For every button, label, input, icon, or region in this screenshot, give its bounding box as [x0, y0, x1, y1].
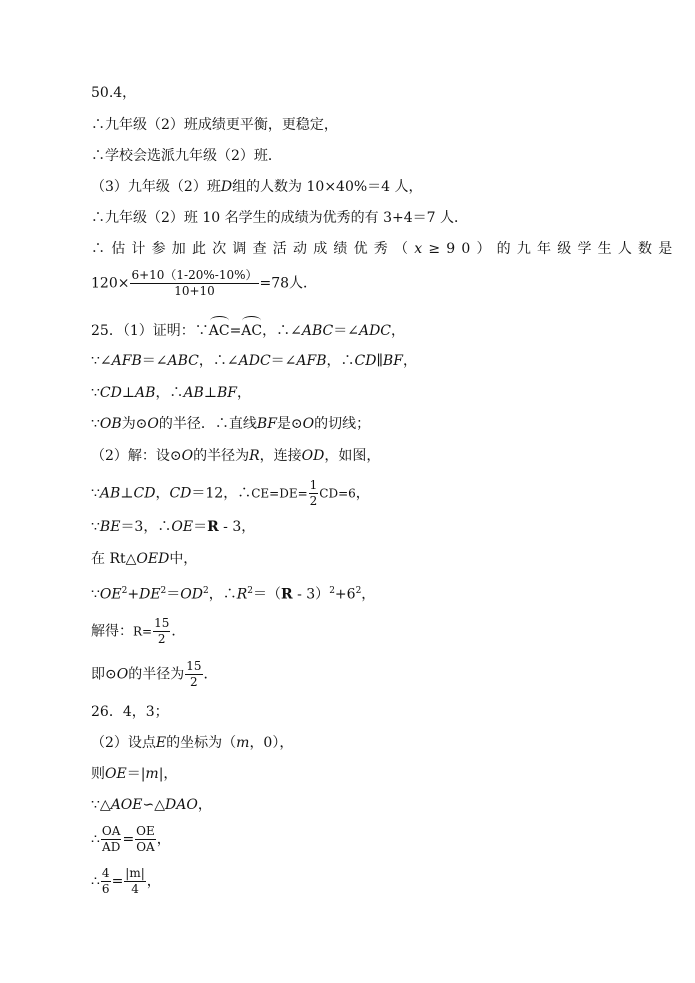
- fraction: [185, 659, 202, 690]
- text: （2）设点: [91, 735, 156, 751]
- text: ＝∠: [270, 353, 297, 369]
- text: ，∴: [208, 586, 237, 603]
- text-italic: AB: [135, 385, 156, 401]
- text-italic: R: [249, 448, 260, 464]
- line-23: [91, 824, 171, 855]
- text: ⊥: [121, 385, 136, 401]
- text: 在 Rt△: [91, 551, 137, 567]
- text: ∴: [91, 873, 100, 890]
- text: ∴九年级（2）班 10 名学生的成绩为优秀的有 3+4＝7 人．: [91, 210, 468, 226]
- superscript: 2: [247, 586, 253, 596]
- line-22: [91, 796, 212, 814]
- text: ．: [171, 623, 186, 640]
- text-italic: BF: [382, 353, 403, 369]
- text-italic: BF: [217, 385, 238, 401]
- text-italic: OB: [99, 416, 122, 432]
- text: ，∴∠: [198, 353, 239, 369]
- text-italic: D: [220, 179, 233, 195]
- text-bold: R: [207, 519, 219, 535]
- text: ，: [146, 873, 161, 890]
- text: 50.4，: [91, 85, 137, 101]
- text-italic: m: [145, 766, 159, 782]
- line-11: [91, 415, 370, 433]
- superscript: 2: [329, 586, 335, 596]
- text: =: [122, 831, 135, 848]
- text-italic: ABC: [167, 353, 199, 369]
- text: - 3）: [292, 586, 330, 603]
- text: ，: [197, 797, 212, 813]
- text: ，: [156, 831, 171, 848]
- text-italic: O: [302, 416, 315, 432]
- text: ∵: [91, 586, 100, 603]
- text-bold: R: [281, 586, 293, 603]
- text: 组的人数为 10×40%＝4 人，: [232, 179, 423, 195]
- text-italic: OD: [180, 586, 203, 603]
- text: ∵: [91, 485, 100, 502]
- fraction-numerator: OE: [136, 824, 155, 838]
- line-5: [91, 209, 468, 227]
- fraction-denominator: OA: [136, 840, 155, 854]
- text: 则: [91, 766, 105, 782]
- fraction: [130, 268, 258, 299]
- text: 的切线；: [314, 416, 371, 432]
- text: 120×: [91, 275, 130, 292]
- text: ，: [391, 323, 406, 339]
- text: CE=DE=: [251, 486, 308, 501]
- text: 的半径为: [128, 666, 185, 683]
- text-italic: m: [236, 735, 250, 751]
- text-italic: DE: [139, 586, 161, 603]
- text: 的坐标为（: [166, 735, 237, 751]
- text: ⊥: [120, 485, 134, 502]
- text: R=: [133, 624, 153, 639]
- line-12: [91, 447, 380, 465]
- arc-label: AC: [241, 323, 263, 339]
- fraction-numerator: |m|: [125, 866, 145, 880]
- arc-symbol: [209, 318, 230, 340]
- text-italic: BF: [256, 416, 277, 432]
- text: ∵: [91, 416, 100, 432]
- fraction: [309, 478, 319, 509]
- line-3: [91, 147, 282, 165]
- text: ．: [203, 666, 218, 683]
- text: ∵: [91, 385, 100, 401]
- text-italic: DAO: [165, 797, 198, 813]
- text: ∵△: [91, 797, 111, 813]
- arc-label: AC: [208, 323, 230, 339]
- text: ＝（: [253, 586, 281, 603]
- line-14: [91, 518, 255, 536]
- fraction: [101, 824, 122, 855]
- text: ，0），: [249, 735, 294, 751]
- text-italic: O: [116, 666, 129, 683]
- line-20: [91, 734, 293, 752]
- text: ∴学校会选派九年级（2）班．: [91, 148, 282, 164]
- text: 的半径为: [193, 448, 250, 464]
- text: ，连接: [259, 448, 302, 464]
- text: ＝|: [126, 766, 146, 782]
- text: ＝3，∴: [120, 519, 172, 535]
- line-9: [91, 352, 417, 370]
- fraction: [124, 866, 145, 897]
- fraction-denominator: 6: [101, 882, 110, 896]
- superscript: 2: [121, 586, 128, 596]
- fraction-numerator: 4: [101, 866, 110, 880]
- text: ＝: [166, 586, 181, 603]
- text: ⊥: [203, 385, 218, 401]
- text: ∴估计参加此次调查活动成绩优秀（: [91, 241, 415, 257]
- line-8: [91, 318, 405, 340]
- text: =: [111, 873, 124, 890]
- text-italic: AFB: [296, 353, 327, 369]
- text: ＝12，∴: [191, 485, 252, 502]
- text: ，: [361, 586, 376, 603]
- fraction-denominator: 2: [190, 675, 198, 689]
- text: 中，: [169, 551, 198, 567]
- line-1: [91, 84, 136, 102]
- line-15: [91, 550, 197, 568]
- text: 解得：: [91, 623, 133, 640]
- fraction-numerator: 1: [309, 478, 318, 492]
- text: （2）解：设⊙: [91, 448, 182, 464]
- text: ∽△: [142, 797, 165, 813]
- fraction-denominator: 10+10: [174, 284, 215, 298]
- fraction-numerator: 15: [186, 659, 202, 673]
- fraction: [135, 824, 156, 855]
- text: ∥: [376, 353, 383, 369]
- text-italic: OD: [301, 448, 325, 464]
- text: ，∴∠: [262, 323, 302, 339]
- text: ∵∠: [91, 353, 112, 369]
- text-italic: O: [147, 416, 159, 432]
- text-italic: CD: [99, 385, 122, 401]
- arc-symbol: [241, 318, 262, 340]
- fraction-numerator: OA: [101, 824, 121, 838]
- text: ，: [237, 385, 252, 401]
- text: ≥90）的九年级学生人数是: [428, 241, 679, 257]
- fraction-numerator: 6+10（1-20%-10%）: [131, 268, 258, 282]
- text: +6: [334, 586, 356, 603]
- line-19: [91, 703, 169, 721]
- text: 的半径．∴直线: [158, 416, 257, 432]
- text: =: [229, 323, 242, 339]
- fraction: [153, 616, 170, 647]
- text-italic: AFB: [111, 353, 142, 369]
- line-13: [91, 478, 370, 509]
- text: ，: [402, 353, 417, 369]
- text-italic: CD: [354, 353, 377, 369]
- text-italic: BE: [99, 519, 121, 535]
- text-italic: CD: [133, 485, 156, 502]
- text: - 3，: [218, 519, 256, 535]
- text-italic: E: [155, 735, 167, 751]
- text: ，: [355, 485, 370, 502]
- text: ，: [155, 485, 170, 502]
- text-italic: ADC: [238, 353, 271, 369]
- text-italic: OE: [99, 586, 122, 603]
- fraction-denominator: 2: [157, 632, 166, 646]
- superscript: 2: [160, 586, 167, 596]
- fraction-denominator: 4: [131, 882, 139, 896]
- line-4: [91, 178, 423, 196]
- text: ＝: [193, 519, 208, 535]
- text: ，∴: [155, 385, 184, 401]
- text-italic: R: [236, 586, 248, 603]
- line-18: [91, 659, 218, 690]
- superscript: 2: [355, 586, 362, 596]
- text: +: [127, 586, 140, 603]
- text-italic: x: [414, 241, 429, 257]
- text: =78人．: [259, 275, 318, 292]
- text: ∴九年级（2）班成绩更平衡，更稳定，: [91, 117, 338, 133]
- fraction-numerator: 15: [154, 616, 170, 630]
- text: 为⊙: [121, 416, 148, 432]
- text: ∵: [91, 519, 100, 535]
- text-italic: AOE: [110, 797, 143, 813]
- text: CD=6: [319, 486, 356, 501]
- text: 是⊙: [276, 416, 303, 432]
- text-italic: ADC: [358, 323, 392, 339]
- fraction-denominator: AD: [102, 840, 121, 854]
- text: ＝∠: [141, 353, 168, 369]
- text: ∴: [91, 831, 100, 848]
- text-italic: AB: [99, 485, 121, 502]
- line-6: [91, 240, 678, 258]
- text: （3）九年级（2）班: [91, 179, 221, 195]
- text: 26．4，3；: [91, 704, 169, 720]
- line-10: [91, 384, 251, 402]
- text-italic: OE: [171, 519, 194, 535]
- text-italic: O: [181, 448, 194, 464]
- text-italic: OE: [105, 766, 127, 782]
- text: ，如图，: [324, 448, 381, 464]
- text-italic: AB: [183, 385, 204, 401]
- line-17: [91, 616, 185, 647]
- text: ＝∠: [333, 323, 359, 339]
- text-italic: CD: [169, 485, 192, 502]
- text: 即⊙: [91, 666, 117, 683]
- line-24: [91, 866, 161, 897]
- text: ，∴: [326, 353, 355, 369]
- line-2: [91, 116, 338, 134]
- text: 25．（1）证明：∵: [91, 323, 209, 339]
- line-16: [91, 582, 375, 604]
- text-italic: ABC: [301, 323, 334, 339]
- text-italic: OED: [136, 551, 170, 567]
- line-21: [91, 765, 177, 783]
- fraction-denominator: 2: [309, 494, 318, 508]
- superscript: 2: [202, 586, 209, 596]
- text: |，: [158, 766, 178, 782]
- line-7: [91, 268, 317, 299]
- fraction: [101, 866, 111, 897]
